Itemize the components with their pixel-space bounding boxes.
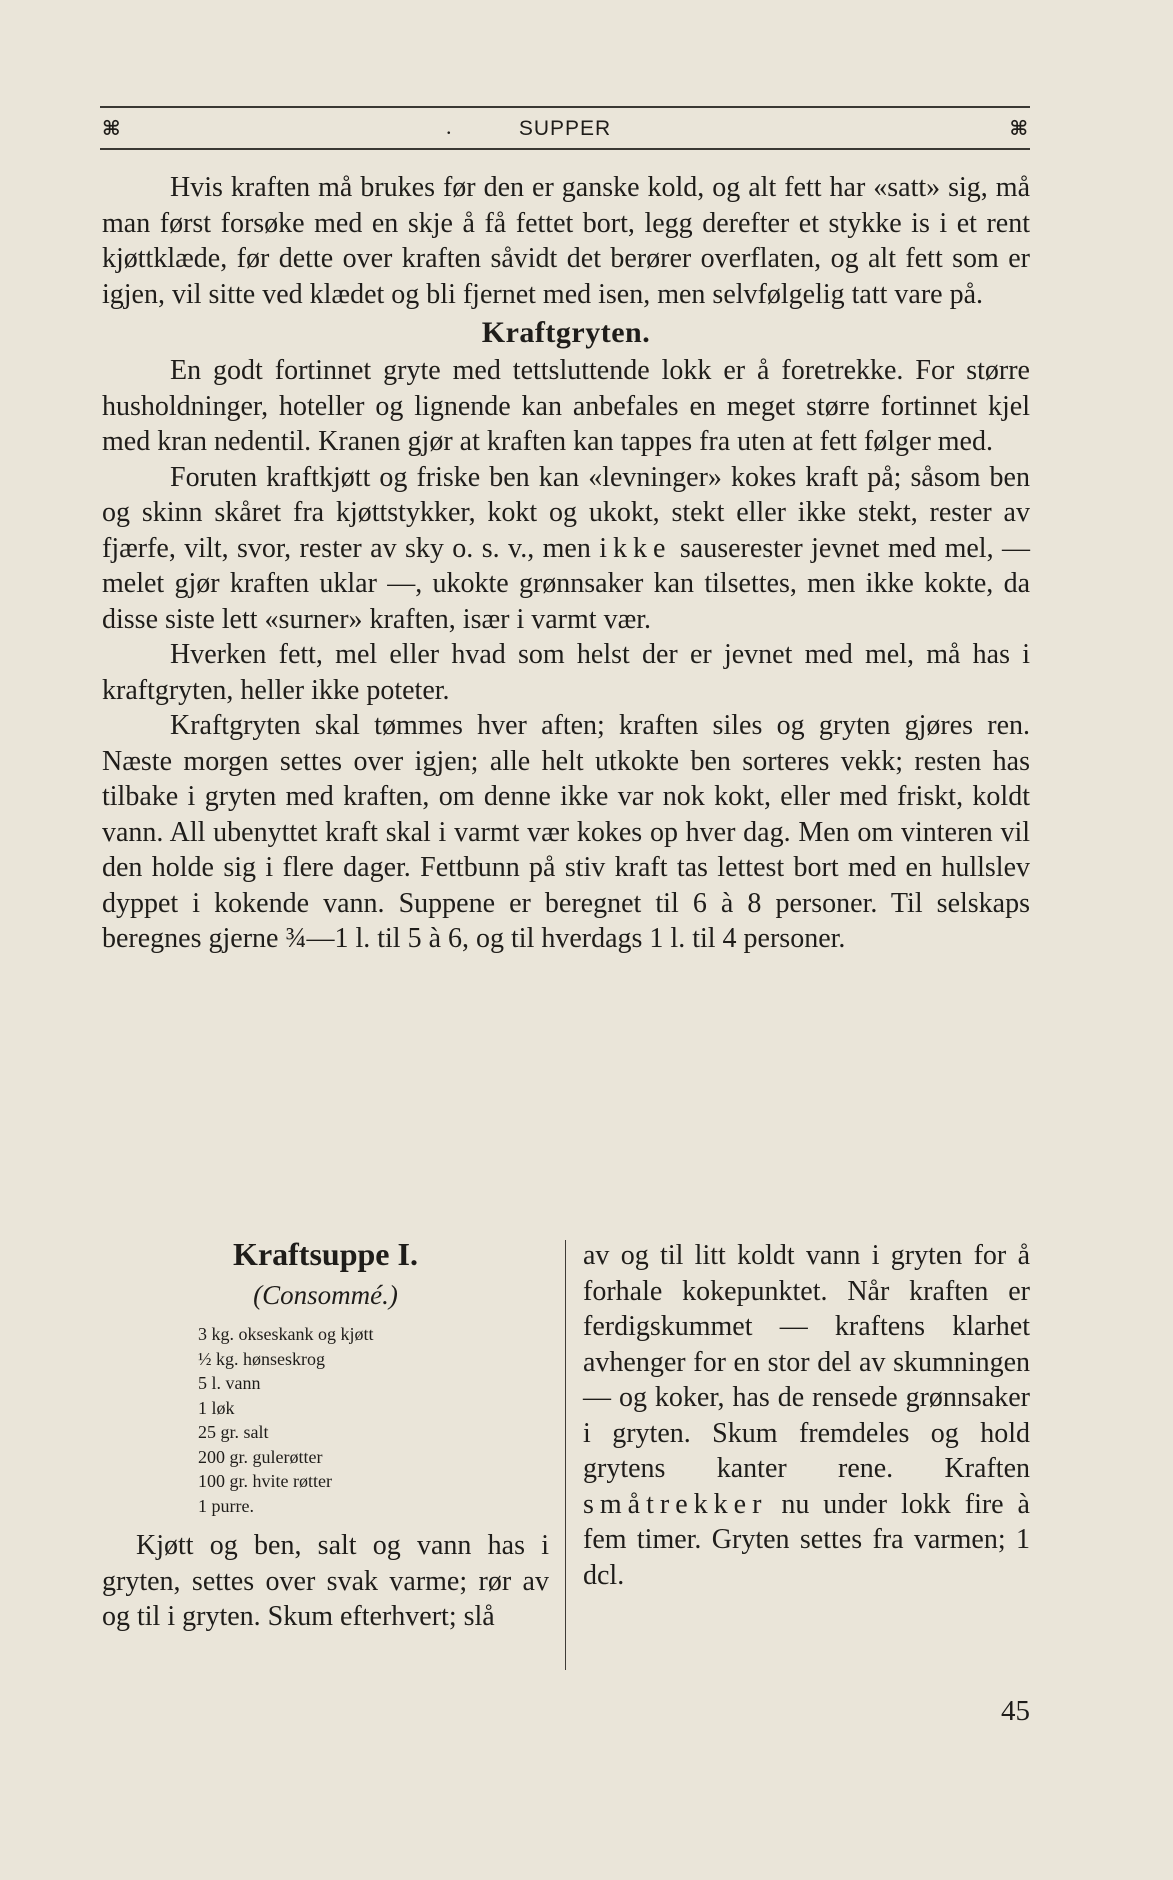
paragraph — [102, 460, 1030, 638]
ingredient-list — [198, 1322, 549, 1518]
ingredient-item: 1 purre. — [198, 1495, 254, 1516]
spaced-emphasis: småtrekker — [583, 1488, 768, 1520]
ingredient-item: 3 kg. okseskank og kjøtt — [198, 1324, 374, 1344]
spaced-emphasis: ikke — [599, 532, 672, 564]
ornament-right-icon: ⌘ — [1009, 116, 1028, 140]
recipe-method-left: Kjøtt og ben, salt og vann has i gryten, settes over svak varme; rør av og til i gryten. Skum efterhvert; slå — [102, 1530, 549, 1632]
recipe-column-right — [583, 1238, 1030, 1593]
recipe-column-left — [102, 1234, 549, 1635]
paragraph: Kraftgryten skal tømmes hver aften; kraften siles og gryten gjøres ren. Næste morgen settes over igjen; alle helt utkokte ben sorteres vekk; resten has tilbake i gryten med kraften, om denne ikke var nok kokt, eller med friskt, koldt vann. All ubenyttet kraft skal i varmt vær kokes op hver dag. Men om vinteren vil den holde sig i flere dager. Fettbunn på stiv kraft tas lettest bort med en hullslev dyppet i kokende vann. Suppene er beregnet til 6 à 8 personer. Til selskaps beregnes gjerne ¾—1 l. til 5 à 6, og til hverdags 1 l. til 4 personer. — [102, 710, 1030, 954]
ingredient-item: 25 gr. salt — [198, 1422, 269, 1442]
text-run: Foruten kraftkjøtt og friske ben kan «levninger» kokes kraft på; såsom ben og skinn skåret fra kjøttstykker, kokt og ukokt, stekt eller ikke stekt, rester av fjærfe, vilt, svor, rester av sky o. s. v., men — [102, 461, 1030, 564]
ingredient-item: 5 l. vann — [198, 1373, 261, 1393]
ingredient-item: ½ kg. hønseskrog — [198, 1348, 325, 1369]
recipe-subtitle: (Consommé.) — [253, 1280, 398, 1310]
section-heading: Kraftgryten. — [481, 316, 651, 349]
paragraph: En godt fortinnet gryte med tettsluttende lokk er å foretrekke. For større husholdninger, hoteller og lignende kan anbefales en meget større fortinnet kjel med kran nedentil. Kranen gjør at kraften kan tappes fra uten at fett følger med. — [102, 355, 1030, 457]
running-header — [100, 106, 1030, 150]
page-number: 45 — [1001, 1695, 1030, 1727]
ingredient-item: 200 gr. gulerøtter — [198, 1446, 323, 1467]
main-text — [102, 170, 1030, 957]
header-title: SUPPER — [518, 117, 612, 140]
recipe-title: Kraftsuppe I. — [233, 1236, 418, 1272]
column-divider — [565, 1240, 566, 1670]
ornament-left-icon: ⌘ — [102, 116, 121, 140]
text-run: av og til litt koldt vann i gryten for å forhale kokepunktet. Når kraften er ferdigskummet — kraftens klarhet avhenger for en stor del av skumningen — og koker, has de rensede grønnsaker i gryten. Skum fremdeles og hold grytens kanter rene. Kraften — [583, 1240, 1030, 1484]
paragraph: Hverken fett, mel eller hvad som helst der er jevnet med mel, må has i kraftgryten, heller ikke poteter. — [102, 639, 1030, 706]
text-run: nu under lokk fire à fem timer. Gryten settes fra varmen; 1 dcl. — [583, 1488, 1030, 1591]
paragraph: Hvis kraften må brukes før den er ganske kold, og alt fett har «satt» sig, må man først forsøke med en skje å få fettet bort, legg derefter et stykke is i et rent kjøttklæde, før dette over kraften såvidt det berører overflaten, og alt fett som er igjen, vil sitte ved klædet og bli fjernet med isen, men selvfølgelig tatt vare på. — [102, 172, 1030, 310]
text-run: sauserester jevnet med mel, — melet gjør kraften uklar —, ukokte grønnsaker kan tilsettes, men ikke kokte, da disse siste lett «surner» kraften, især i varmt vær. — [102, 532, 1030, 635]
header-dot: . — [446, 114, 452, 139]
recipe-method-right — [583, 1238, 1030, 1593]
ingredient-item: 1 løk — [198, 1397, 235, 1418]
ingredient-item: 100 gr. hvite røtter — [198, 1471, 332, 1491]
